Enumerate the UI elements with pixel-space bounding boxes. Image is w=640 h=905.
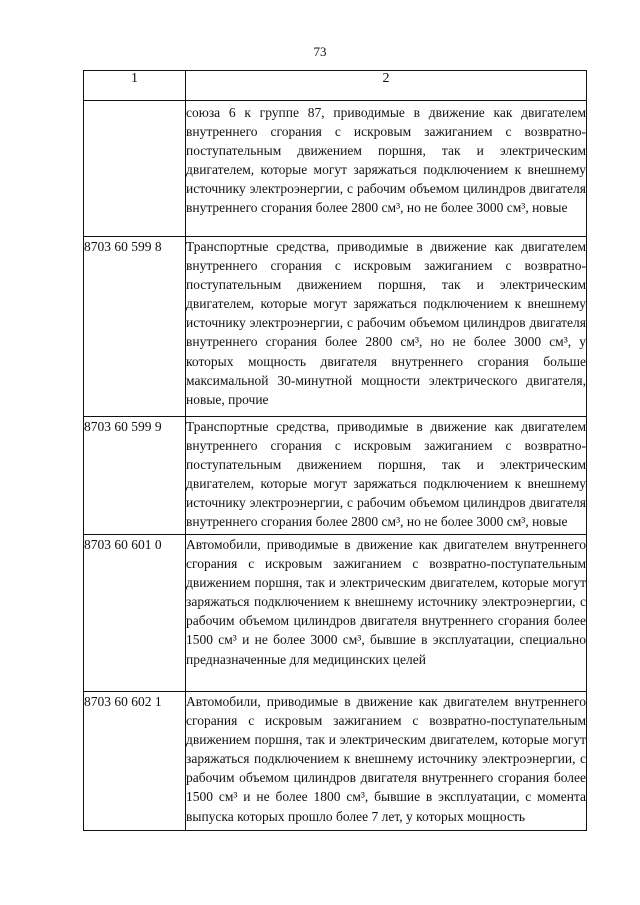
column-header-code: 1 — [84, 71, 186, 101]
page-number: 73 — [313, 44, 327, 59]
row-code: 8703 60 602 1 — [84, 692, 186, 831]
table-row — [84, 535, 587, 692]
row-description: Автомобили, приводимые в движение как двигателем внутреннего сгорания с искровым зажиганием с возвратно-поступательным движением поршня, так и электрическим двигателем, которые могут заряжаться подключением к внешнему источнику электроэнергии, с рабочим объемом цилиндров двигателя внутреннего сгорания более 1500 см³ и не более 1800 см³, бывшие в эксплуатации, с момента выпуска которых прошло более 7 лет, у которых мощность — [186, 692, 587, 831]
table-row — [84, 417, 587, 535]
row-description: Транспортные средства, приводимые в движение как двигателем внутреннего сгорания с искровым зажиганием с возвратно-поступательным движением поршня, так и электрическим двигателем, которые могут заряжаться подключением к внешнему источнику электроэнергии, с рабочим объемом цилиндров двигателя внутреннего сгорания более 2800 см³, но не более 3000 см³, у которых мощность двигателя внутреннего сгорания больше максимальной 30-минутной мощности электрического двигателя, новые, прочие — [186, 237, 587, 417]
row-code: 8703 60 599 8 — [84, 237, 186, 417]
row-description: союза 6 к группе 87, приводимые в движение как двигателем внутреннего сгорания с искровым зажиганием с возвратно-поступательным движением поршня, так и электрическим двигателем, которые могут заряжаться подключением к внешнему источнику электроэнергии, с рабочим объемом цилиндров двигателя внутреннего сгорания более 2800 см³, но не более 3000 см³, новые — [186, 101, 587, 237]
tariff-code-table — [83, 70, 587, 831]
row-description: Автомобили, приводимые в движение как двигателем внутреннего сгорания с искровым зажиганием с возвратно-поступательным движением поршня, так и электрическим двигателем, которые могут заряжаться подключением к внешнему источнику электроэнергии, с рабочим объемом цилиндров двигателя внутреннего сгорания более 1500 см³ и не более 3000 см³, бывшие в эксплуатации, специально предназначенные для медицинских целей — [186, 535, 587, 692]
row-description: Транспортные средства, приводимые в движение как двигателем внутреннего сгорания с искровым зажиганием с возвратно-поступательным движением поршня, так и электрическим двигателем, которые могут заряжаться подключением к внешнему источнику электроэнергии, с рабочим объемом цилиндров двигателя внутреннего сгорания более 2800 см³, но не более 3000 см³, новые — [186, 417, 587, 535]
row-code — [84, 101, 186, 237]
table-row — [84, 237, 587, 417]
column-header-description: 2 — [186, 71, 587, 101]
table-row — [84, 101, 587, 237]
table-header-row — [84, 71, 587, 101]
table-row — [84, 692, 587, 831]
row-code: 8703 60 601 0 — [84, 535, 186, 692]
row-code: 8703 60 599 9 — [84, 417, 186, 535]
